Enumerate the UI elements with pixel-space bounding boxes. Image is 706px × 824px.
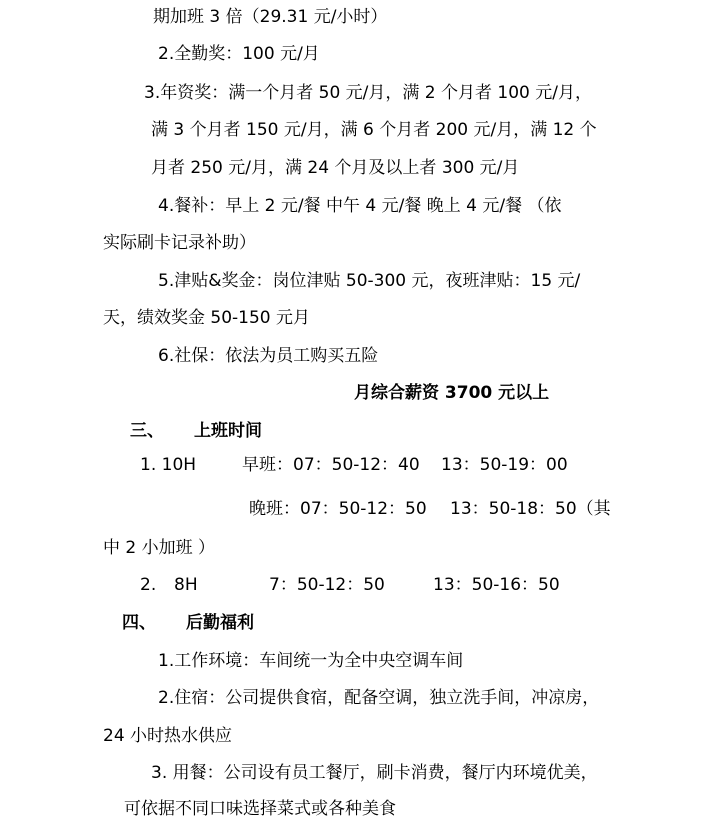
shift-label: 2.	[140, 575, 157, 595]
text-line: 可依据不同口味选择菜式或各种美食	[124, 799, 396, 819]
shift-label: 1. 10H	[140, 455, 197, 475]
text-line: 天，绩效奖金 50-150 元月	[103, 308, 311, 328]
shift-time: 7：50-12：50	[269, 575, 385, 595]
text-line: 5.津贴&奖金：岗位津贴 50-300 元，夜班津贴：15 元/	[158, 271, 581, 291]
text-line: 月者 250 元/月，满 24 个月及以上者 300 元/月	[151, 158, 520, 178]
text-line: 满 3 个月者 150 元/月，满 6 个月者 200 元/月，满 12 个	[151, 120, 597, 140]
text-line: 2.住宿：公司提供食宿，配备空调，独立洗手间，冲凉房，	[158, 688, 600, 708]
text-line: 中 2 小加班 ）	[103, 538, 216, 558]
salary-summary: 月综合薪资 3700 元以上	[354, 383, 550, 403]
shift-label: 8H	[174, 575, 198, 595]
shift-time: 13：50-16：50	[433, 575, 560, 595]
shift-time: 13：50-18：50（其	[450, 499, 611, 519]
text-line: 24 小时热水供应	[103, 726, 233, 746]
text-line: 6.社保：依法为员工购买五险	[158, 346, 379, 366]
section-number: 三、	[130, 421, 164, 441]
shift-time: 13：50-19：00	[441, 455, 568, 475]
shift-time: 晚班：07：50-12：50	[249, 499, 427, 519]
section-number: 四、	[122, 613, 156, 633]
section-heading: 上班时间	[194, 421, 262, 441]
text-line: 1.工作环境：车间统一为全中央空调车间	[158, 651, 464, 671]
text-line: 期加班 3 倍（29.31 元/小时）	[153, 7, 388, 27]
text-line: 2.全勤奖：100 元/月	[158, 44, 320, 64]
text-line: 实际刷卡记录补助）	[103, 233, 256, 253]
section-heading: 后勤福利	[186, 613, 254, 633]
text-line: 3.年资奖：满一个月者 50 元/月，满 2 个月者 100 元/月，	[144, 83, 592, 103]
text-line: 3. 用餐：公司设有员工餐厅，刷卡消费，餐厅内环境优美，	[151, 763, 598, 783]
shift-time: 早班：07：50-12：40	[242, 455, 420, 475]
text-line: 4.餐补：早上 2 元/餐 中午 4 元/餐 晚上 4 元/餐 （依	[158, 196, 562, 216]
